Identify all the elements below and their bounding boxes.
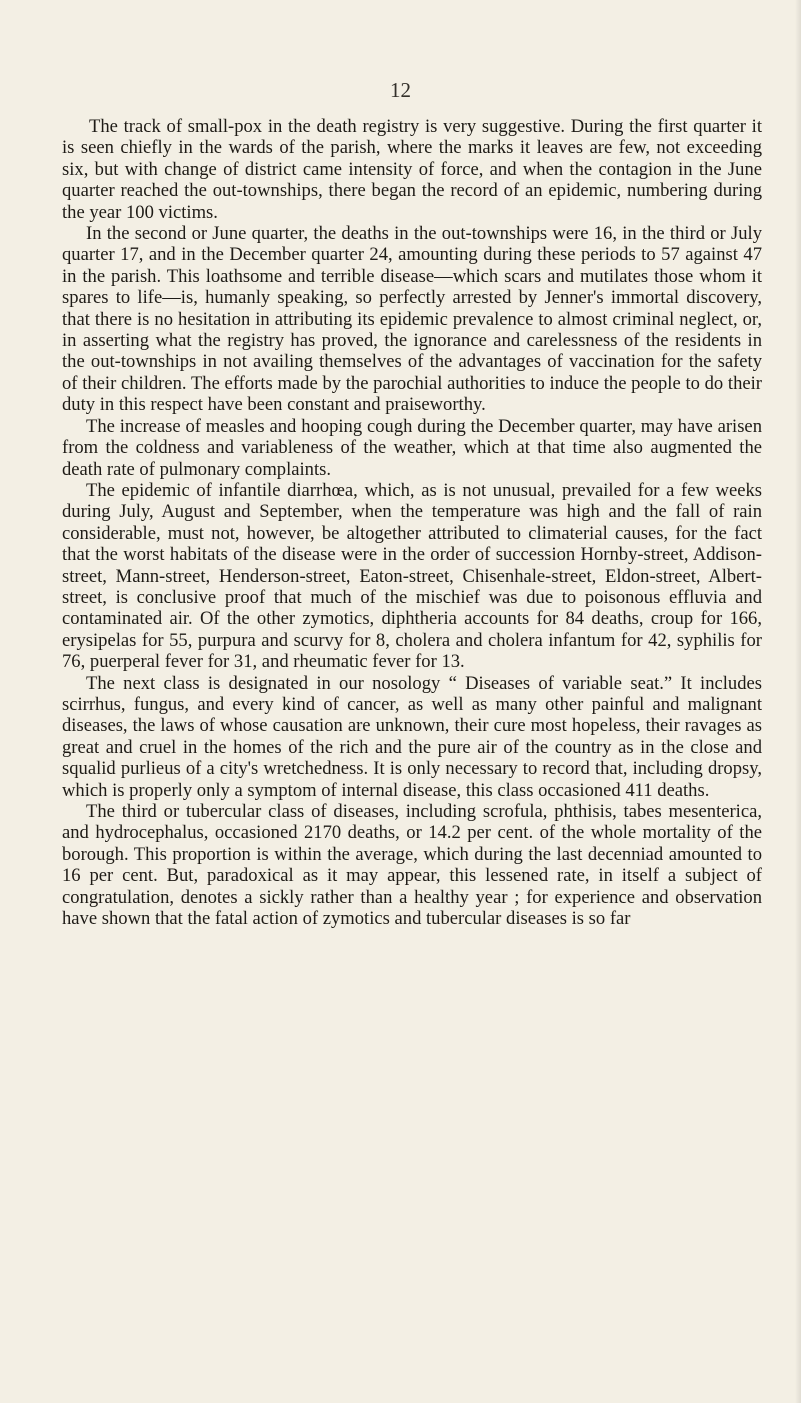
paragraph-smallpox-track: The track of small-pox in the death registry is very suggestive. During the first quarter it is seen chiefly in the wards of the parish, where the marks it leaves are few, not exceeding six, but with change of district came intensity of force, and when the contagion in the June quarter reached the out-townships, there began the record of an epidemic, numbering during the year 100 victims. <box>62 116 762 223</box>
paragraph-diarrhoea: The epidemic of infantile diarrhœa, which, as is not unusual, prevailed for a few weeks during July, August and September, when the temperature was high and the fall of rain considerable, must not, however, be altogether attributed to climaterial causes, for the fact that the worst habitats of the disease were in the order of succession Hornby-street, Addison-street, Mann-street, Henderson-street, Eaton-street, Chisenhale-street, Eldon-street, Albert-street, is conclusive proof that much of the mischief was due to poisonous effluvia and contaminated air. Of the other zymotics, diphtheria accounts for 84 deaths, croup for 166, erysipelas for 55, purpura and scurvy for 8, cholera and cholera infantum for 42, syphilis for 76, puerperal fever for 31, and rheumatic fever for 13. <box>62 479 762 673</box>
paragraph-variable-seat: The next class is designated in our nosology “ Diseases of variable seat.” It includes scirrhus, fungus, and every kind of cancer, as well as many other painful and malignant diseases, the laws of whose causation are unknown, their cure most hopeless, their ravages as great and cruel in the homes of the rich and the pure air of the country as in the close and squalid purlieus of a city's wretchedness. It is only necessary to record that, including dropsy, which is properly only a symptom of internal disease, this class occasioned 411 deaths. <box>62 672 762 801</box>
paragraph-measles: The increase of measles and hooping cough during the December quarter, may have arisen from the coldness and variableness of the weather, which at that time also augmented the death rate of pulmonary complaints. <box>62 415 762 480</box>
page-number: 12 <box>390 78 411 102</box>
body-text <box>62 116 762 929</box>
paragraph-out-townships: In the second or June quarter, the deaths in the out-townships were 16, in the third or July quarter 17, and in the December quarter 24, amounting during these periods to 57 against 47 in the parish. This loathsome and terrible disease—which scars and mutilates those whom it spares to life—is, humanly speaking, so perfectly arrested by Jenner's immortal discovery, that there is no hesitation in attributing its epidemic prevalence to almost criminal neglect, or, in asserting what the registry has proved, the ignorance and carelessness of the residents in the out-townships in not availing themselves of the advantages of vaccination for the safety of their children. The efforts made by the parochial authorities to induce the people to do their duty in this respect have been constant and praiseworthy. <box>62 223 762 416</box>
page-edge-shadow <box>795 0 801 1403</box>
paragraph-tubercular: The third or tubercular class of diseases, including scrofula, phthisis, tabes mesenterica, and hydrocephalus, occasioned 2170 deaths, or 14.2 per cent. of the whole mortality of the borough. This proportion is within the average, which during the last decenniad amounted to 16 per cent. But, paradoxical as it may appear, this lessened rate, in itself a subject of congratulation, denotes a sickly rather than a healthy year ; for experience and observation have shown that the fatal action of zymotics and tubercular diseases is so far <box>62 801 762 930</box>
